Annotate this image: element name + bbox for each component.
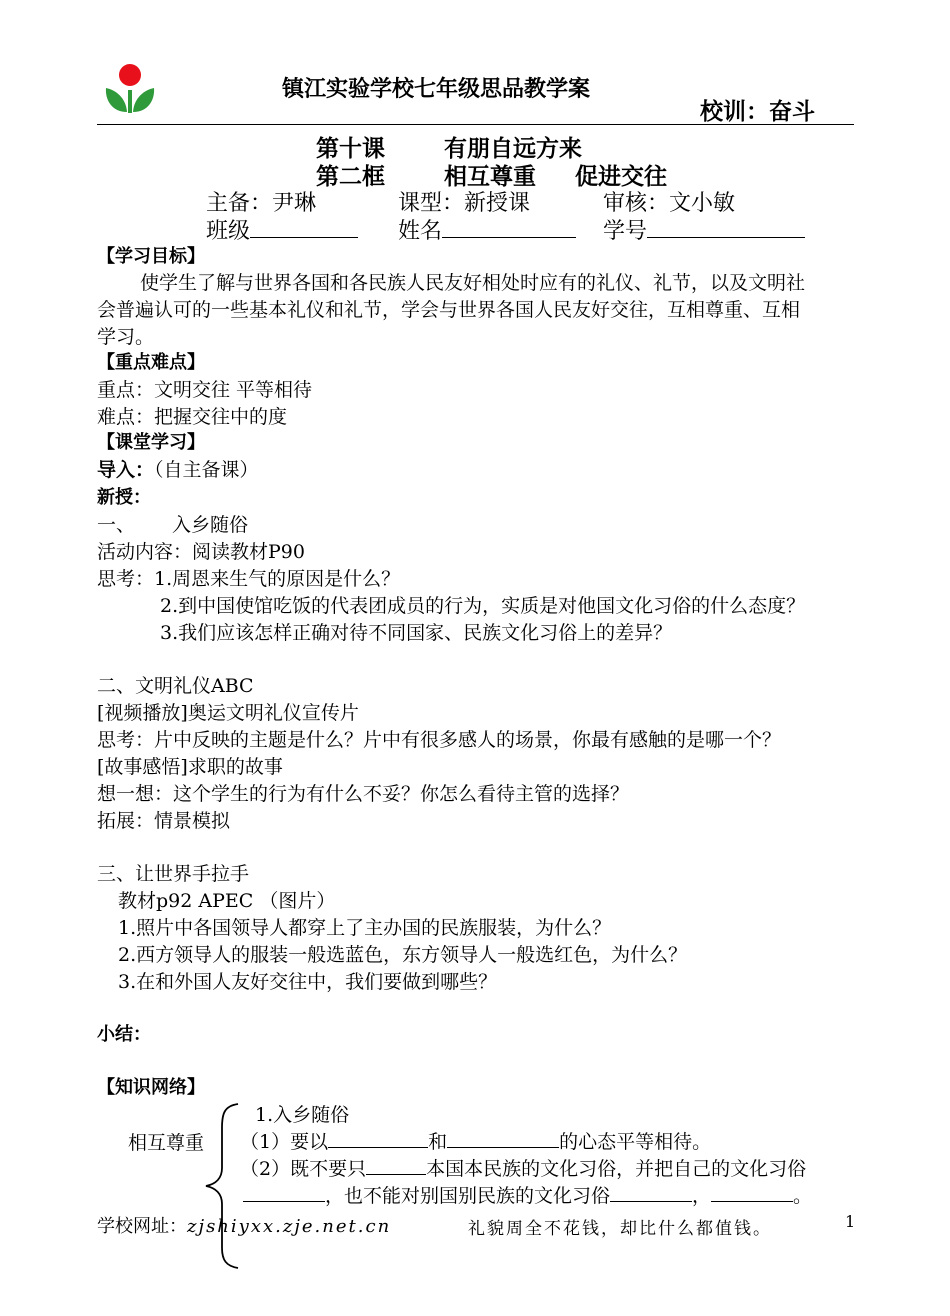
network-brace bbox=[200, 1098, 248, 1270]
chapter-number: 第十课 bbox=[316, 136, 385, 162]
name-blank[interactable] bbox=[442, 215, 576, 238]
network-sub2-d: ， bbox=[692, 1185, 712, 1207]
network-blank-2[interactable] bbox=[447, 1128, 559, 1148]
section2-extend: 拓展：情景模拟 bbox=[97, 810, 231, 832]
key-point: 重点：文明交往 平等相待 bbox=[97, 379, 313, 401]
intro-label: 导入： bbox=[97, 459, 155, 481]
chapter-title: 有朋自远方来 bbox=[444, 136, 582, 162]
hard-point: 难点：把握交往中的度 bbox=[97, 406, 288, 428]
page-number: 1 bbox=[845, 1212, 856, 1231]
network-sub2-c: ，也不能对别国别民族的文化习俗 bbox=[325, 1185, 611, 1207]
intro-line bbox=[97, 455, 259, 482]
network-sub2-b: 本国本民族的文化习俗，并把自己的文化习俗 bbox=[426, 1158, 807, 1180]
network-item-1: 1.入乡随俗 bbox=[255, 1104, 350, 1126]
school-logo bbox=[100, 62, 160, 116]
network-blank-5[interactable] bbox=[610, 1182, 692, 1202]
logo-stem bbox=[128, 90, 132, 113]
summary-label: 小结： bbox=[97, 1024, 151, 1045]
network-blank-4[interactable] bbox=[243, 1182, 325, 1202]
logo-right-leaf bbox=[133, 88, 154, 112]
section1-title: 入乡随俗 bbox=[172, 514, 249, 536]
network-blank-6[interactable] bbox=[711, 1182, 793, 1202]
preparer: 主备：尹琳 bbox=[206, 191, 317, 216]
goal-line-1: 使学生了解与世界各国和各民族人民友好相处时应有的礼仪、礼节，以及文明社 bbox=[140, 272, 806, 294]
section3-question-2: 2.西方领导人的服装一般选蓝色，东方领导人一般选红色，为什么？ bbox=[118, 944, 688, 966]
network-sub-2-cont bbox=[243, 1181, 812, 1208]
section1-number: 一、 bbox=[97, 514, 136, 536]
intro-text: （自主备课） bbox=[154, 459, 259, 481]
network-sub2-a: （2）既不要只 bbox=[240, 1158, 367, 1180]
section3-material: 教材p92 APEC （图片） bbox=[118, 890, 336, 912]
network-heading: 【知识网络】 bbox=[97, 1077, 205, 1098]
section3-title: 三、让世界手拉手 bbox=[97, 863, 250, 885]
section1-activity: 活动内容：阅读教材P90 bbox=[97, 541, 305, 563]
header-rule bbox=[97, 124, 854, 125]
section2-think: 思考：片中反映的主题是什么？片中有很多感人的场景，你最有感触的是哪一个？ bbox=[97, 729, 782, 751]
section2-title: 二、文明礼仪ABC bbox=[97, 675, 254, 697]
goal-line-3: 学习。 bbox=[97, 326, 155, 348]
section2-story: [故事感悟]求职的故事 bbox=[97, 756, 283, 778]
reviewer: 审核：文小敏 bbox=[603, 191, 736, 216]
footer-site-url[interactable]: zjshiyxx.zje.net.cn bbox=[187, 1216, 392, 1237]
section1-question-1: 思考：1.周恩来生气的原因是什么？ bbox=[97, 568, 401, 590]
student-id-field bbox=[603, 214, 805, 245]
class-heading: 【课堂学习】 bbox=[97, 432, 205, 453]
class-field bbox=[206, 214, 358, 245]
school-title: 镇江实验学校七年级思品教学案 bbox=[282, 77, 591, 102]
section2-video: [视频播放]奥运文明礼仪宣传片 bbox=[97, 702, 359, 724]
section-number: 第二框 bbox=[316, 164, 385, 190]
school-motto: 校训：奋斗 bbox=[700, 99, 815, 125]
class-label: 班级 bbox=[206, 219, 251, 244]
logo-red-dot bbox=[119, 64, 141, 86]
new-label: 新授： bbox=[97, 487, 151, 508]
logo-left-leaf bbox=[106, 88, 127, 112]
network-sub-2 bbox=[240, 1154, 806, 1181]
network-sub-1 bbox=[240, 1127, 711, 1154]
section1-question-3: 3.我们应该怎样正确对待不同国家、民族文化习俗上的差异？ bbox=[160, 622, 673, 644]
student-id-blank[interactable] bbox=[647, 215, 805, 238]
class-blank[interactable] bbox=[250, 215, 358, 238]
network-sub1-c: 的心态平等相待。 bbox=[559, 1131, 712, 1153]
section-title-part1: 相互尊重 bbox=[444, 164, 536, 190]
network-sub2-e: 。 bbox=[793, 1185, 813, 1207]
footer-slogan: 礼貌周全不花钱，却比什么都值钱。 bbox=[468, 1219, 772, 1239]
name-label: 姓名 bbox=[398, 219, 443, 244]
goal-heading: 【学习目标】 bbox=[97, 246, 205, 267]
section3-question-3: 3.在和外国人友好交往中，我们要做到哪些？ bbox=[118, 971, 498, 993]
name-field bbox=[398, 214, 576, 245]
footer-site-label: 学校网址： bbox=[97, 1216, 187, 1237]
section3-question-1: 1.照片中各国领导人都穿上了主办国的民族服装，为什么？ bbox=[118, 917, 612, 939]
goal-line-2: 会普遍认可的一些基本礼仪和礼节，学会与世界各国人民友好交往，互相尊重、互相 bbox=[97, 299, 801, 321]
section-title-part2: 促进交往 bbox=[575, 164, 667, 190]
student-id-label: 学号 bbox=[603, 219, 648, 244]
network-sub1-a: （1）要以 bbox=[240, 1131, 329, 1153]
footer-site bbox=[97, 1212, 391, 1238]
network-blank-1[interactable] bbox=[328, 1128, 428, 1148]
network-blank-3[interactable] bbox=[366, 1155, 426, 1175]
lesson-type: 课型：新授课 bbox=[398, 191, 531, 216]
key-heading: 【重点难点】 bbox=[97, 352, 205, 373]
section2-ponder: 想一想：这个学生的行为有什么不妥？你怎么看待主管的选择？ bbox=[97, 783, 630, 805]
network-sub1-b: 和 bbox=[428, 1131, 448, 1153]
section1-question-2: 2.到中国使馆吃饭的代表团成员的行为，实质是对他国文化习俗的什么态度？ bbox=[160, 595, 806, 617]
network-root: 相互尊重 bbox=[128, 1132, 205, 1154]
